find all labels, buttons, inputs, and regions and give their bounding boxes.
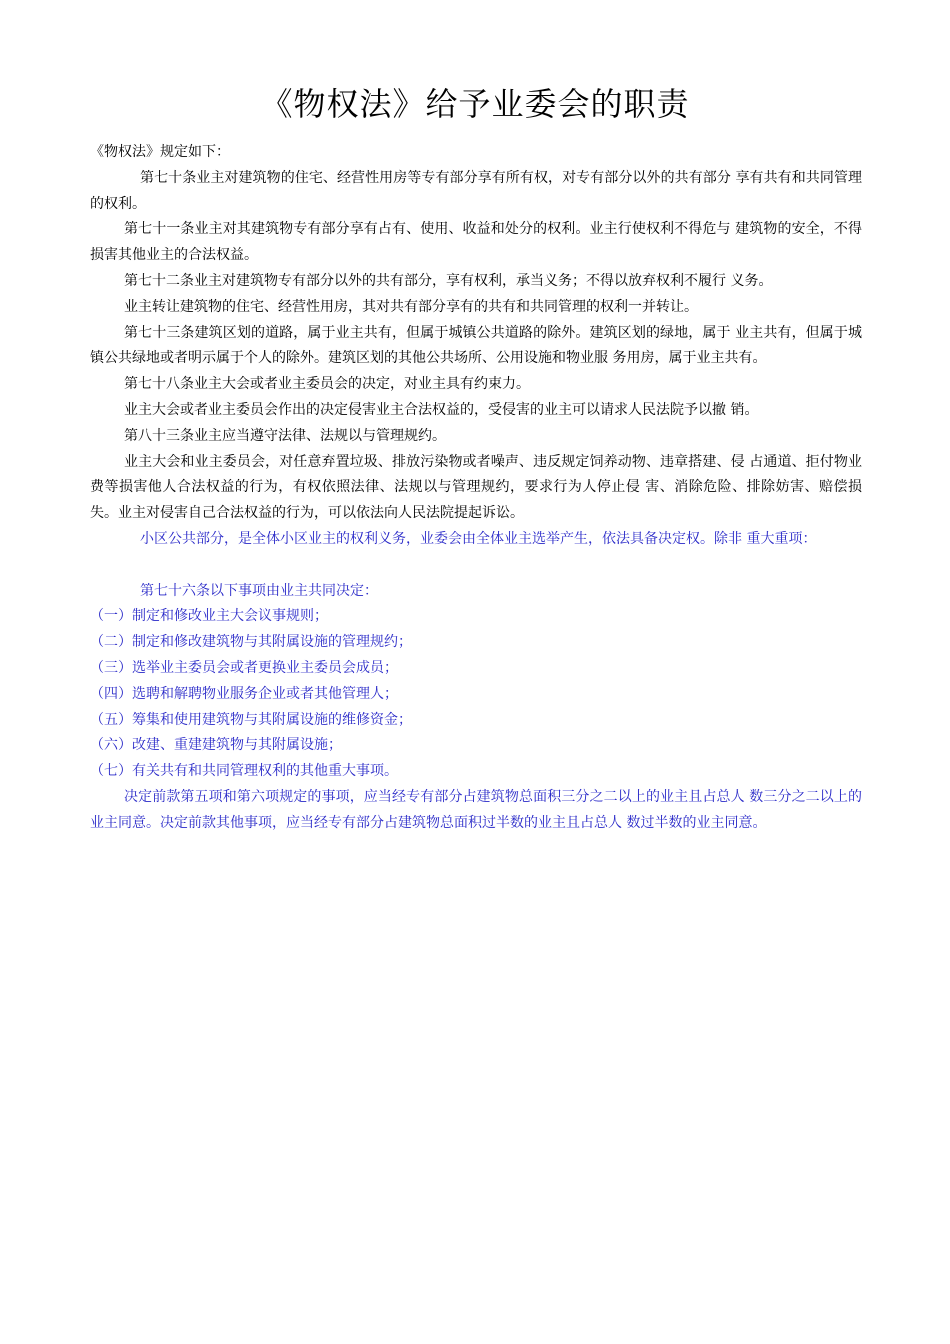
paragraph-owners-rights: 业主大会和业主委员会，对任意弃置垃圾、排放污染物或者噪声、违反规定饲养动物、违章搭建、侵 占通道、拒付物业费等损害他人合法权益的行为，有权依照法律、法规以与管理规约，要求行为人停止侵 害、消除危险、排除妨害、赔偿损失。业主对侵害自己合法权益的行为，可以依法向人民法院提起诉讼。 [90, 453, 862, 522]
list-item: （七）有关共有和共同管理权利的其他重大事项。 [90, 763, 398, 780]
paragraph-article-71: 第七十一条业主对其建筑物专有部分享有占有、使用、收益和处分的权利。业主行使权利不得危与 建筑物的安全，不得损害其他业主的合法权益。 [90, 221, 862, 264]
paragraph-transfer: 业主转让建筑物的住宅、经营性用房，其对共有部分享有的共有和共同管理的权利一并转让。 [124, 298, 698, 315]
article-76-heading: 第七十六条以下事项由业主共同决定： [140, 582, 378, 599]
paragraph-article-78: 第七十八条业主大会或者业主委员会的决定，对业主具有约束力。 [124, 376, 530, 393]
list-item: （一）制定和修改业主大会议事规则； [90, 608, 328, 625]
document-title: 《物权法》给予业委会的职责 [260, 85, 690, 123]
closing-paragraph: 决定前款第五项和第六项规定的事项，应当经专有部分占建筑物总面积三分之二以上的业主且占总人 数三分之二以上的业主同意。决定前款其他事项，应当经专有部分占建筑物总面积过半数的业主且占总人 数过半数的业主同意。 [90, 788, 862, 831]
paragraph-article-70: 第七十条业主对建筑物的住宅、经营性用房等专有部分享有所有权，对专有部分以外的共有部分 享有共有和共同管理的权利。 [90, 169, 862, 212]
intro-line: 《物权法》规定如下： [90, 144, 230, 160]
list-item: （六）改建、重建建筑物与其附属设施； [90, 737, 342, 754]
document-body [90, 140, 862, 837]
list-item: （三）选举业主委员会或者更换业主委员会成员； [90, 659, 398, 676]
list-item: （二）制定和修改建筑物与其附属设施的管理规约； [90, 634, 412, 651]
paragraph-article-83: 第八十三条业主应当遵守法律、法规以与管理规约。 [124, 427, 446, 444]
paragraph-revocation: 业主大会或者业主委员会作出的决定侵害业主合法权益的，受侵害的业主可以请求人民法院予以撤 销。 [124, 401, 759, 418]
blank-line [90, 553, 862, 579]
list-item: （四）选聘和解聘物业服务企业或者其他管理人； [90, 685, 398, 702]
paragraph-article-72: 第七十二条业主对建筑物专有部分以外的共有部分，享有权利，承当义务；不得以放弃权利不履行 义务。 [124, 272, 773, 289]
paragraph-article-73: 第七十三条建筑区划的道路，属于业主共有，但属于城镇公共道路的除外。建筑区划的绿地，属于 业主共有，但属于城镇公共绿地或者明示属于个人的除外。建筑区划的其他公共场所、公用设施和物业服 务用房，属于业主共有。 [90, 324, 862, 367]
blue-note: 小区公共部分，是全体小区业主的权利义务，业委会由全体业主选举产生，依法具备决定权。除非 重大重项： [140, 530, 817, 547]
list-item: （五）筹集和使用建筑物与其附属设施的维修资金； [90, 711, 412, 728]
